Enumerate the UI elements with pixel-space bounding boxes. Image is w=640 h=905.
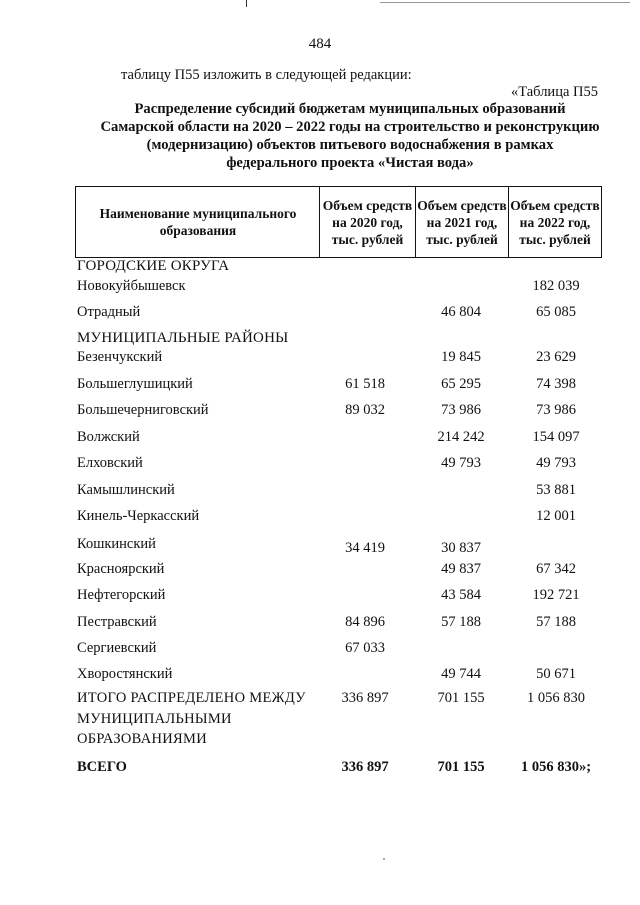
cell-2022: 154 097 <box>532 429 580 445</box>
header-2022: Объем средств на 2022 год, тыс. рублей <box>510 197 600 247</box>
row-name: ВСЕГО <box>77 759 127 775</box>
header-border-right <box>601 186 602 258</box>
row-name: Кинель-Черкасский <box>77 508 200 524</box>
cell-2022: 192 721 <box>532 587 580 603</box>
cell-2021: 49 793 <box>441 455 481 471</box>
cell-2022: 50 671 <box>536 666 576 682</box>
cell-2020: 336 897 <box>341 759 389 775</box>
table-reference: «Таблица П55 <box>511 84 598 100</box>
title-line: федерального проекта «Чистая вода» <box>226 155 474 171</box>
cell-2021: 43 584 <box>441 587 481 603</box>
row-name: Пестравский <box>77 614 157 630</box>
cell-2021: 30 837 <box>441 540 481 556</box>
row-name: Нефтегорский <box>77 587 166 603</box>
header-border-left <box>75 186 76 258</box>
row-name: Безенчукский <box>77 349 163 365</box>
cell-2021: 73 986 <box>441 402 481 418</box>
row-name: Красноярский <box>77 561 165 577</box>
page-number: 484 <box>308 36 332 52</box>
cell-2022: 65 085 <box>536 304 576 320</box>
row-name: Волжский <box>77 429 140 445</box>
title-line: (модернизацию) объектов питьевого водоснабжения в рамках <box>146 137 554 153</box>
row-name: Новокуйбышевск <box>77 278 186 294</box>
row-name: Кошкинский <box>77 536 156 552</box>
row-name: Сергиевский <box>77 640 157 656</box>
cell-2021: 57 188 <box>441 614 481 630</box>
cell-2020: 34 419 <box>345 540 385 556</box>
cell-2020: 67 033 <box>345 640 385 656</box>
document-title <box>70 100 630 172</box>
cell-2022: 67 342 <box>536 561 576 577</box>
cell-2021: 214 242 <box>437 429 485 445</box>
cell-2020: 61 518 <box>345 376 385 392</box>
cell-2021: 49 744 <box>441 666 481 682</box>
cell-2020: 336 897 <box>341 690 389 706</box>
cell-2022: 57 188 <box>536 614 576 630</box>
intro-text: таблицу П55 изложить в следующей редакции: <box>121 67 412 83</box>
row-name: Хворостянский <box>77 666 173 682</box>
row-name: ГОРОДСКИЕ ОКРУГА <box>77 258 230 274</box>
row-name: ИТОГО РАСПРЕДЕЛЕНО МЕЖДУ МУНИЦИПАЛЬНЫМИ ОБРАЗОВАНИЯМИ <box>77 690 306 747</box>
row-name: Отрадный <box>77 304 141 320</box>
title-line: Распределение субсидий бюджетам муниципальных образований <box>134 101 566 117</box>
cell-2021: 701 155 <box>437 759 485 775</box>
cell-2022: 23 629 <box>536 349 576 365</box>
header-municipality: Наименование муниципального образования <box>99 206 297 238</box>
cell-2020: 89 032 <box>345 402 385 418</box>
cell-2022: 1 056 830»; <box>520 759 592 775</box>
row-name: Елховский <box>77 455 143 471</box>
header-2021: Объем средств на 2021 год, тыс. рублей <box>417 197 507 247</box>
cell-2022: 49 793 <box>536 455 576 471</box>
cell-2021: 49 837 <box>441 561 481 577</box>
header-2020: Объем средств на 2020 год, тыс. рублей <box>322 197 413 247</box>
cell-2022: 53 881 <box>536 482 576 498</box>
scan-artifact-line <box>380 2 630 3</box>
header-divider <box>319 186 320 258</box>
cell-2022: 182 039 <box>532 278 580 294</box>
row-name: Большечерниговский <box>77 402 209 418</box>
cell-2021: 65 295 <box>441 376 481 392</box>
cell-2022: 1 056 830 <box>527 690 585 706</box>
header-divider <box>508 186 509 258</box>
row-name: Камышлинский <box>77 482 175 498</box>
cell-2021: 46 804 <box>441 304 481 320</box>
scan-artifact-tick <box>246 0 247 7</box>
row-name: МУНИЦИПАЛЬНЫЕ РАЙОНЫ <box>77 330 289 346</box>
table-header <box>75 186 602 258</box>
scan-speck <box>383 858 385 860</box>
cell-2021: 19 845 <box>441 349 481 365</box>
cell-2022: 12 001 <box>536 508 576 524</box>
cell-2020: 84 896 <box>345 614 385 630</box>
cell-2022: 74 398 <box>536 376 576 392</box>
cell-2022: 73 986 <box>536 402 576 418</box>
cell-2021: 701 155 <box>437 690 485 706</box>
title-line: Самарской области на 2020 – 2022 годы на строительство и реконструкцию <box>100 119 600 135</box>
row-name: Большеглушицкий <box>77 376 193 392</box>
header-divider <box>415 186 416 258</box>
